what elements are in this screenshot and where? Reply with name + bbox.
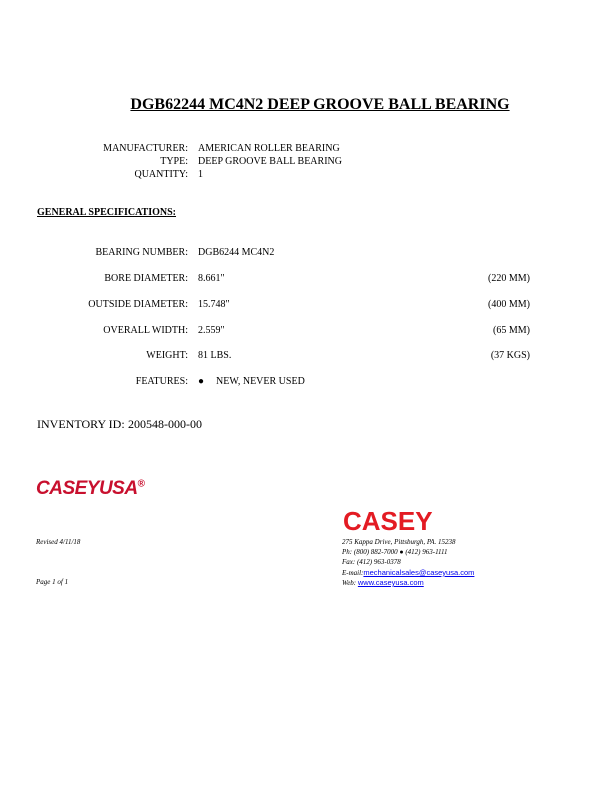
web-label: Web:: [342, 579, 357, 587]
manufacturer-label: MANUFACTURER:: [103, 143, 188, 154]
page-number: Page 1 of 1: [36, 578, 69, 586]
general-specs-heading: GENERAL SPECIFICATIONS:: [37, 207, 177, 218]
type-label: TYPE:: [160, 156, 188, 167]
caseyusa-logo-text: CASEYUSA: [36, 478, 138, 499]
bearing-number-value: DGB6244 MC4N2: [198, 247, 275, 258]
bearing-number-label: BEARING NUMBER:: [95, 247, 188, 258]
web-link[interactable]: www.caseyusa.com: [357, 578, 424, 587]
casey-logo: CASEY: [343, 506, 433, 536]
features-label: FEATURES:: [135, 376, 188, 387]
inventory-id-label: INVENTORY ID:: [37, 417, 125, 431]
bore-diameter-label: BORE DIAMETER:: [104, 273, 188, 284]
revised-date: Revised 4/11/18: [36, 538, 81, 546]
overall-width-metric: (65 MM): [493, 325, 530, 336]
email-link[interactable]: mechanicalsales@caseyusa.com: [363, 568, 475, 577]
weight-value: 81 LBS.: [198, 350, 232, 361]
outside-diameter-value: 15.748": [198, 299, 230, 310]
quantity-label: QUANTITY:: [134, 169, 188, 180]
document-title: DGB62244 MC4N2 DEEP GROOVE BALL BEARING: [130, 96, 510, 113]
manufacturer-value: AMERICAN ROLLER BEARING: [198, 143, 340, 154]
caseyusa-logo: [36, 478, 144, 500]
bore-diameter-value: 8.661": [198, 273, 225, 284]
features-value: NEW, NEVER USED: [216, 376, 305, 387]
email-label: E-mail:: [342, 569, 364, 577]
overall-width-value: 2.559": [198, 325, 225, 336]
quantity-value: 1: [198, 169, 203, 180]
company-fax: Fax: (412) 963-0378: [342, 558, 401, 566]
bullet-icon: ●: [198, 376, 205, 387]
weight-label: WEIGHT:: [146, 350, 188, 361]
overall-width-label: OVERALL WIDTH:: [103, 325, 188, 336]
weight-metric: (37 KGS): [490, 350, 530, 361]
company-web: [342, 578, 424, 587]
outside-diameter-metric: (400 MM): [488, 299, 530, 310]
company-email: [342, 568, 474, 577]
type-value: DEEP GROOVE BALL BEARING: [198, 156, 342, 167]
bore-diameter-metric: (220 MM): [488, 273, 530, 284]
company-phone: Ph: (800) 882-7000 ● (412) 963-1111: [342, 548, 448, 556]
inventory-id-value: 200548-000-00: [128, 417, 202, 431]
company-address: 275 Kappa Drive, Pittsburgh, PA. 15238: [342, 538, 456, 546]
outside-diameter-label: OUTSIDE DIAMETER:: [88, 299, 188, 310]
registered-mark: ®: [137, 478, 145, 490]
